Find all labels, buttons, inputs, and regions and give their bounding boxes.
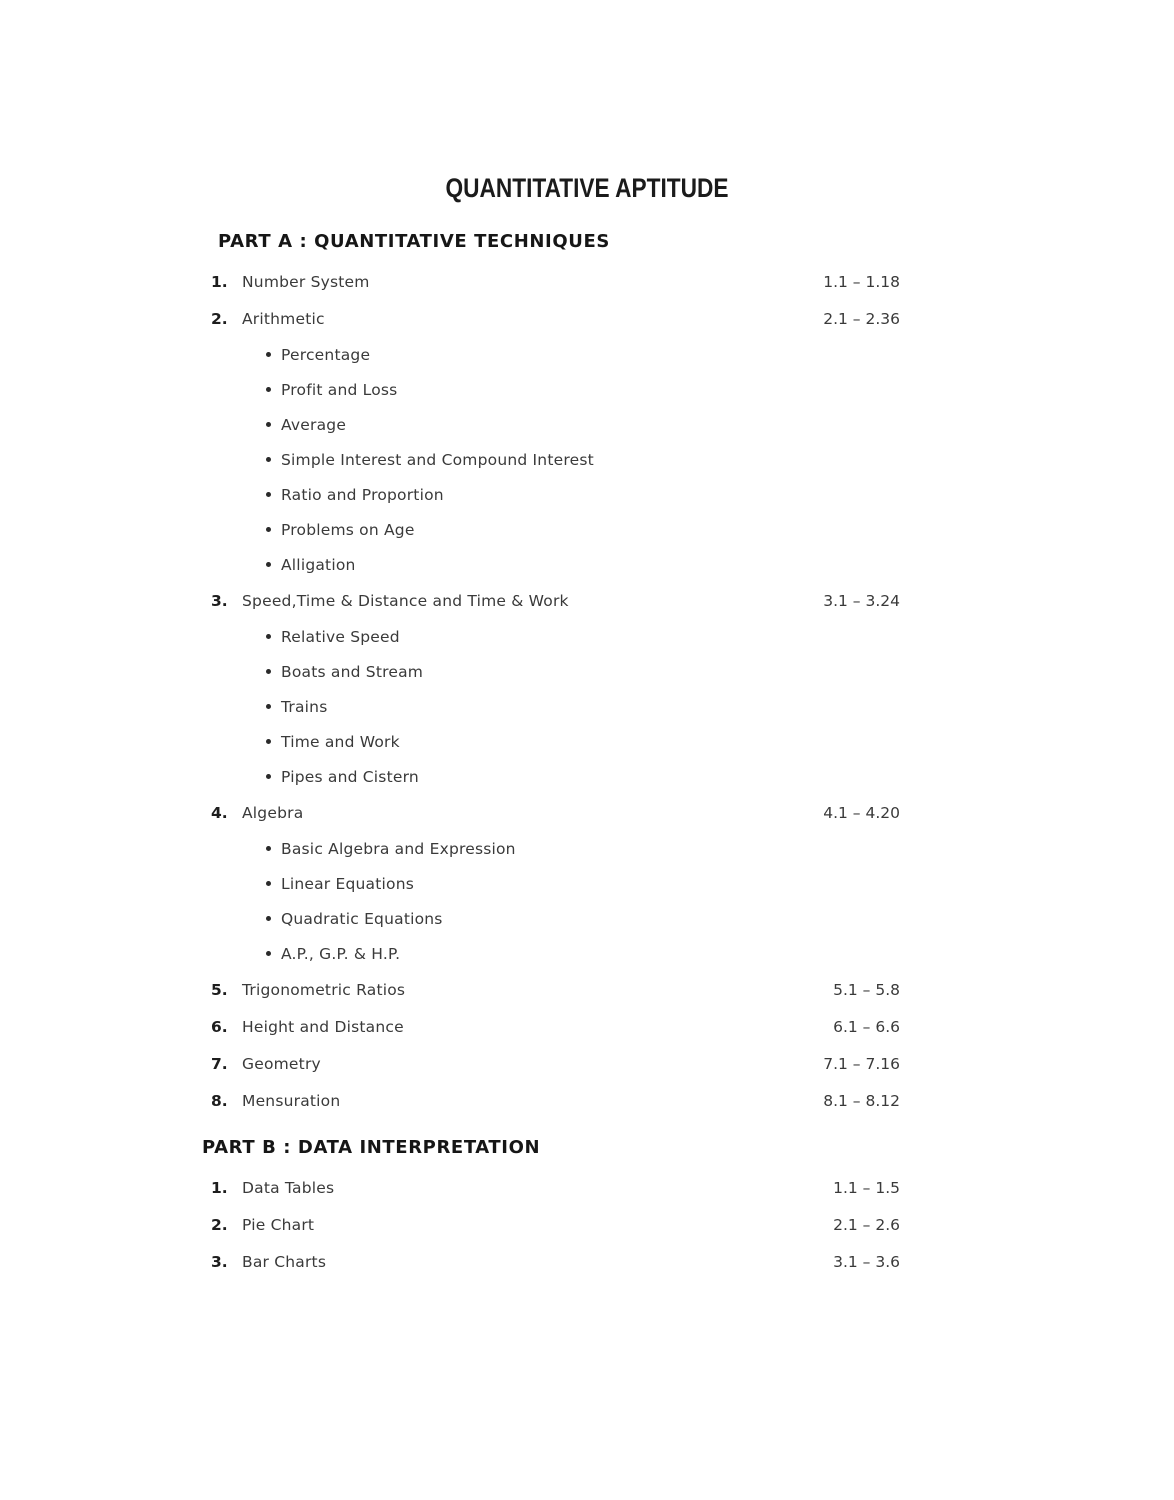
toc-item (211, 971, 900, 1008)
item-label: Height and Distance (242, 1017, 404, 1036)
toc-subitem (211, 442, 900, 477)
item-number: 8. (211, 1091, 228, 1110)
item-number: 2. (211, 309, 228, 328)
toc-subitem (211, 477, 900, 512)
item-number: 6. (211, 1017, 228, 1036)
item-label: Trigonometric Ratios (242, 980, 406, 999)
toc-item (211, 582, 900, 619)
bullet-icon (266, 457, 271, 462)
toc-item (211, 1082, 900, 1119)
toc-item (211, 300, 900, 337)
item-label: Algebra (242, 803, 304, 822)
toc-subitem (211, 337, 900, 372)
subitem-label: Simple Interest and Compound Interest (281, 450, 594, 469)
bullet-icon (266, 774, 271, 779)
subitem-label: Profit and Loss (281, 380, 398, 399)
toc-item (211, 1206, 900, 1243)
item-number: 4. (211, 803, 228, 822)
bullet-icon (266, 881, 271, 886)
subitem-label: Quadratic Equations (281, 909, 443, 928)
subitem-label: Pipes and Cistern (281, 767, 419, 786)
bullet-icon (266, 422, 271, 427)
item-label: Geometry (242, 1054, 321, 1073)
subitem-label: Ratio and Proportion (281, 485, 444, 504)
toc-item (211, 1243, 900, 1280)
toc-item (211, 263, 900, 300)
toc-subitem (211, 372, 900, 407)
bullet-icon (266, 704, 271, 709)
item-pages: 4.1 – 4.20 (823, 803, 900, 822)
toc-subitem (211, 512, 900, 547)
bullet-icon (266, 562, 271, 567)
item-number: 5. (211, 980, 228, 999)
toc-subitem (211, 689, 900, 724)
item-pages: 7.1 – 7.16 (823, 1054, 900, 1073)
item-label: Mensuration (242, 1091, 341, 1110)
item-pages: 2.1 – 2.36 (823, 309, 900, 328)
toc-subitem (211, 619, 900, 654)
item-label: Data Tables (242, 1178, 335, 1197)
item-label: Pie Chart (242, 1215, 315, 1234)
item-pages: 2.1 – 2.6 (833, 1215, 900, 1234)
toc-subitem (211, 547, 900, 582)
subitem-label: Average (281, 415, 347, 434)
subitem-label: Time and Work (281, 732, 400, 751)
item-pages: 3.1 – 3.24 (823, 591, 900, 610)
subitem-label: Linear Equations (281, 874, 415, 893)
toc-item (211, 1008, 900, 1045)
toc-item (211, 1169, 900, 1206)
item-label: Number System (242, 272, 370, 291)
subitem-label: Problems on Age (281, 520, 415, 539)
toc-content (202, 219, 900, 1280)
subitem-label: Basic Algebra and Expression (281, 839, 516, 858)
part-a-heading: PART A : QUANTITATIVE TECHNIQUES (218, 230, 610, 252)
item-number: 1. (211, 272, 228, 291)
toc-subitem (211, 936, 900, 971)
subitem-label: Relative Speed (281, 627, 400, 646)
bullet-icon (266, 669, 271, 674)
bullet-icon (266, 492, 271, 497)
toc-subitem (211, 654, 900, 689)
item-pages: 5.1 – 5.8 (833, 980, 900, 999)
subitem-label: Boats and Stream (281, 662, 424, 681)
item-pages: 1.1 – 1.5 (833, 1178, 900, 1197)
item-label: Bar Charts (242, 1252, 327, 1271)
item-number: 7. (211, 1054, 228, 1073)
subitem-label: Percentage (281, 345, 371, 364)
item-pages: 3.1 – 3.6 (833, 1252, 900, 1271)
part-b-heading: PART B : DATA INTERPRETATION (202, 1136, 541, 1158)
subitem-label: A.P., G.P. & H.P. (281, 944, 401, 963)
bullet-icon (266, 387, 271, 392)
item-number: 3. (211, 591, 228, 610)
item-label: Speed,Time & Distance and Time & Work (242, 591, 569, 610)
toc-subitem (211, 901, 900, 936)
bullet-icon (266, 352, 271, 357)
toc-subitem (211, 866, 900, 901)
subitem-label: Alligation (281, 555, 356, 574)
bullet-icon (266, 527, 271, 532)
subitem-label: Trains (281, 697, 328, 716)
toc-item (211, 794, 900, 831)
item-pages: 6.1 – 6.6 (833, 1017, 900, 1036)
item-label: Arithmetic (242, 309, 325, 328)
bullet-icon (266, 846, 271, 851)
item-number: 3. (211, 1252, 228, 1271)
item-number: 2. (211, 1215, 228, 1234)
item-pages: 8.1 – 8.12 (823, 1091, 900, 1110)
toc-subitem (211, 407, 900, 442)
item-number: 1. (211, 1178, 228, 1197)
item-pages: 1.1 – 1.18 (823, 272, 900, 291)
bullet-icon (266, 634, 271, 639)
toc-subitem (211, 759, 900, 794)
toc-item (211, 1045, 900, 1082)
toc-subitem (211, 831, 900, 866)
bullet-icon (266, 916, 271, 921)
toc-subitem (211, 724, 900, 759)
bullet-icon (266, 739, 271, 744)
page-title: QUANTITATIVE APTITUDE (445, 173, 729, 203)
bullet-icon (266, 951, 271, 956)
